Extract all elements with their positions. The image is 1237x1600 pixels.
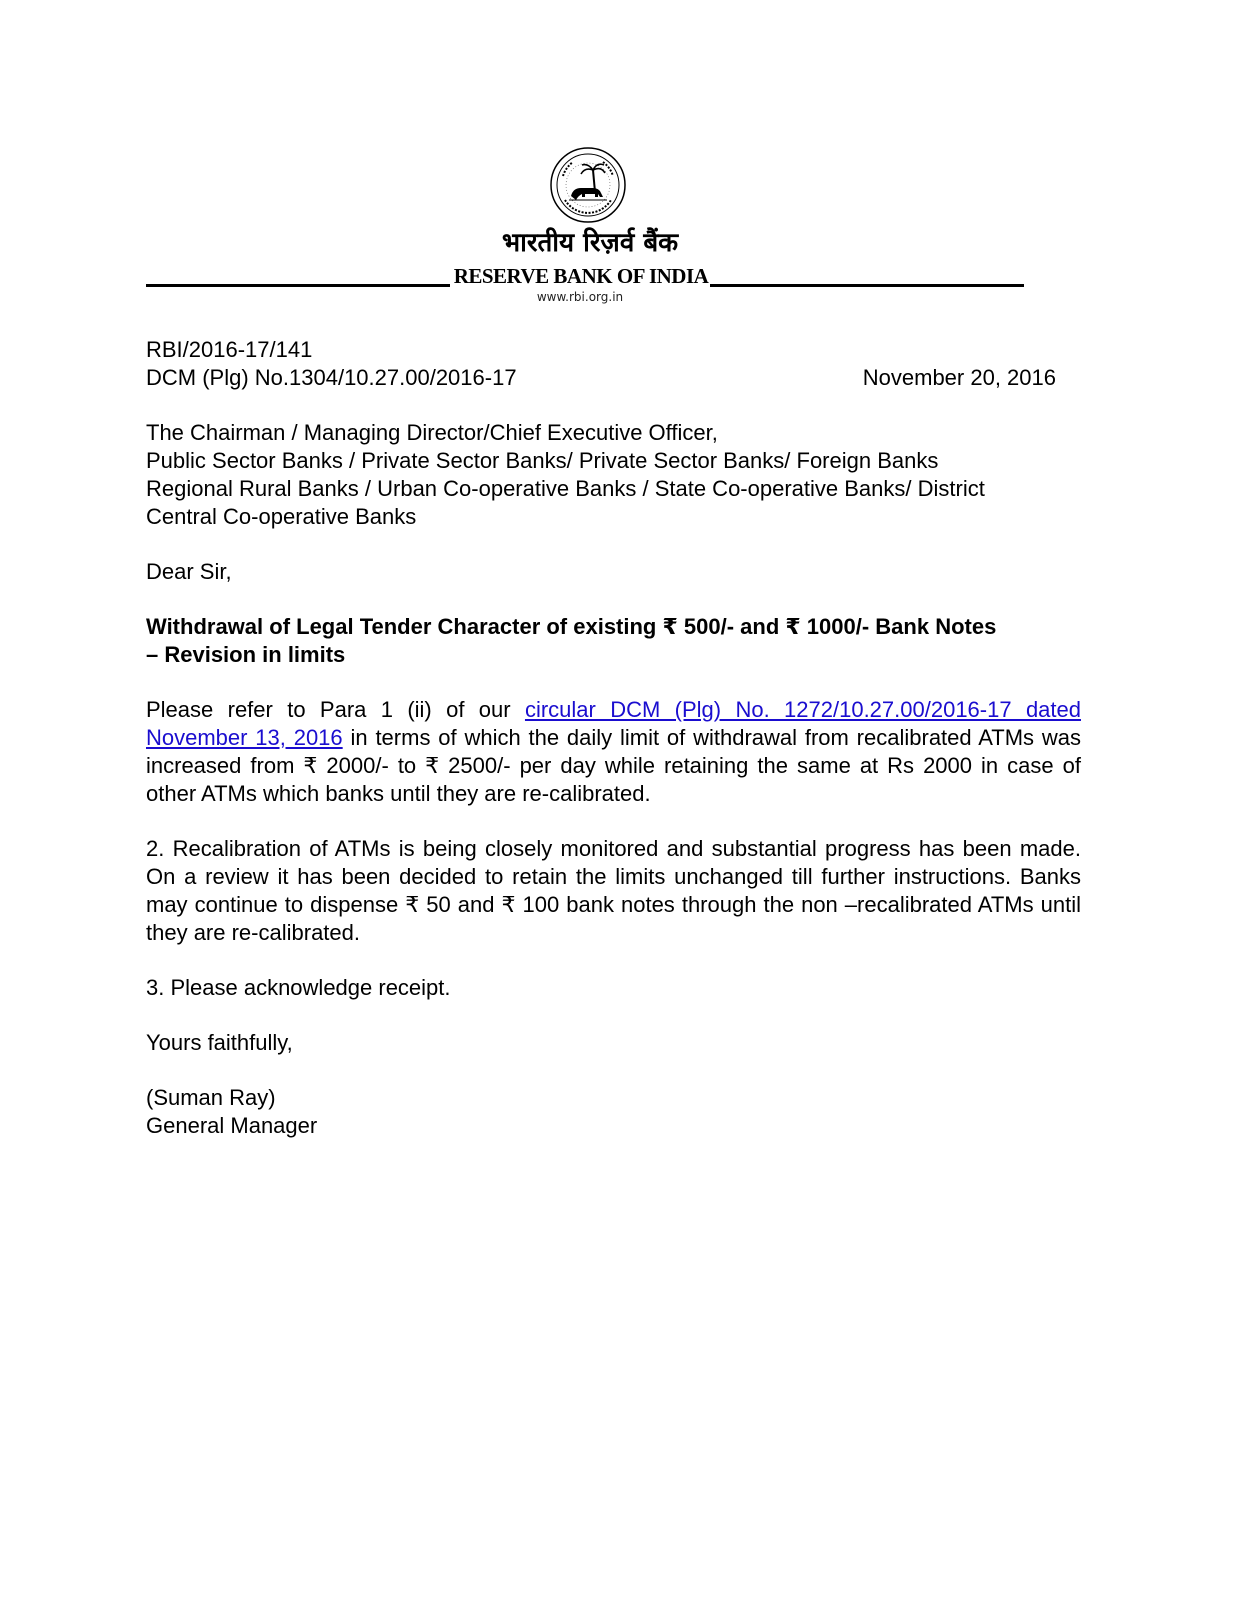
letter-body (146, 336, 1081, 1140)
signature-block (146, 1084, 1081, 1140)
addressee-line: Regional Rural Banks / Urban Co-operative Banks / State Co-operative Banks/ District (146, 476, 985, 501)
paragraph-1 (146, 696, 1081, 808)
paragraph-1-text: Please refer to Para 1 (ii) of our (146, 697, 525, 722)
salutation: Dear Sir, (146, 559, 232, 584)
rbi-seal-icon (549, 146, 627, 224)
addressee-line: Public Sector Banks / Private Sector Banks/ Private Sector Banks/ Foreign Banks (146, 448, 939, 473)
dcm-number: DCM (Plg) No.1304/10.27.00/2016-17 (146, 365, 517, 390)
letterhead-rule-left (146, 284, 450, 287)
letterhead (0, 140, 1237, 310)
website-url: www.rbi.org.in (536, 290, 624, 304)
subject-line: – Revision in limits (146, 642, 346, 667)
reference-block (146, 336, 1081, 392)
signatory-name: (Suman Ray) (146, 1085, 276, 1110)
circular-link[interactable]: circular DCM (Plg) No. 1272/10.27.00/2016-17 dated November 13, 2016 (146, 697, 1081, 750)
circular-number: RBI/2016-17/141 (146, 337, 313, 362)
subject-line: Withdrawal of Legal Tender Character of existing ₹ 500/- and ₹ 1000/- Bank Notes (146, 614, 997, 639)
closing: Yours faithfully, (146, 1030, 293, 1055)
letterhead-rule-right (710, 284, 1024, 287)
letter-date: November 20, 2016 (862, 365, 1056, 390)
reference-row (146, 364, 1081, 392)
paragraph-2: 2. Recalibration of ATMs is being closely monitored and substantial progress has been made. On a review it has been decided to retain the limits unchanged till further instructions. Banks may continue to dispense ₹ 50 and ₹ 100 bank notes through the non –recalibrated ATMs until they are re-calibrated. (146, 836, 1081, 945)
addressee-line: Central Co-operative Banks (146, 504, 417, 529)
addressee-line: The Chairman / Managing Director/Chief Executive Officer, (146, 420, 718, 445)
subject-heading (146, 613, 1081, 669)
paragraph-1-text: in terms of which the daily limit of withdrawal from recalibrated ATMs was increased from ₹ 2000/- to ₹ 2500/- per day while retaining the same at Rs 2000 in case of other ATMs which banks until they are re-calibrated. (146, 725, 1082, 806)
addressee-block (146, 419, 1081, 531)
english-bank-name: RESERVE BANK OF INDIA (453, 264, 709, 288)
paragraph-3: 3. Please acknowledge receipt. (146, 975, 451, 1000)
hindi-bank-name: भारतीय रिज़र्व बैंक (501, 228, 679, 258)
signatory-title: General Manager (146, 1113, 318, 1138)
